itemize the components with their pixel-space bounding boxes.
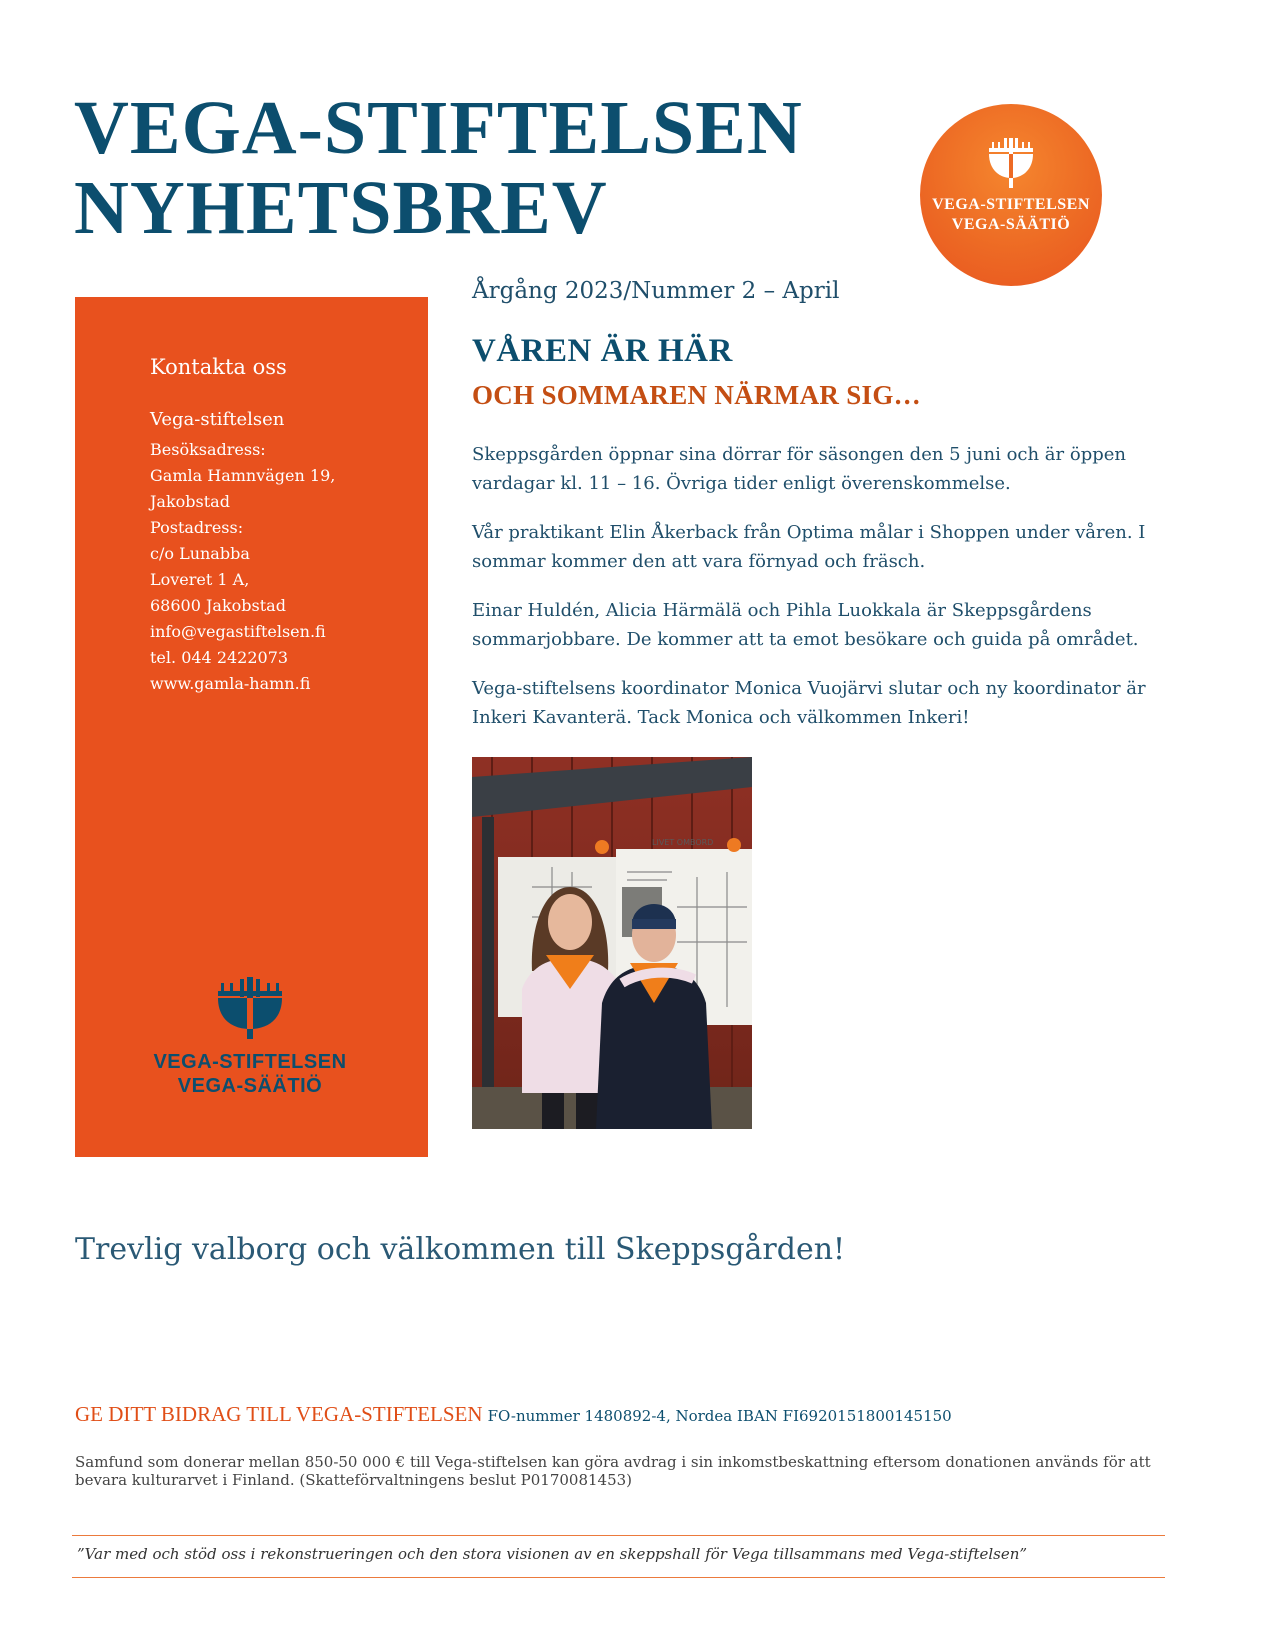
sidebar-logo-text-finnish: VEGA-SÄÄTIÖ: [177, 1075, 323, 1097]
article-photo: [472, 757, 752, 1129]
title-line-1: VEGA-STIFTELSEN: [74, 86, 803, 170]
address-label-postal: Postadress:: [150, 518, 244, 537]
website-link[interactable]: www.gamla-hamn.fi: [150, 674, 311, 693]
article-subheadline: OCH SOMMAREN NÄRMAR SIG…: [472, 380, 921, 410]
title-line-2: NYHETSBREV: [74, 166, 608, 250]
contact-org: Vega-stiftelsen: [150, 409, 285, 430]
article-paragraph: Einar Huldén, Alicia Härmälä och Pihla Luokkala är Skeppsgårdens sommarjobbare. De kommer att ta emot besökare och guida på området.: [472, 600, 1139, 650]
issue-info: Årgång 2023/Nummer 2 – April: [472, 278, 840, 304]
logo-text-finnish: VEGA-SÄÄTIÖ: [951, 216, 1071, 233]
address-line: c/o Lunabba: [150, 544, 250, 563]
photo-two-women-at-signboard: [472, 757, 752, 1129]
sign-title: LIVET OMBORD: [652, 838, 714, 847]
divider-bottom: [72, 1577, 1165, 1578]
phone-number: tel. 044 2422073: [150, 648, 289, 667]
logo-text-swedish: VEGA-STIFTELSEN: [932, 196, 1090, 213]
address-line: Loveret 1 A,: [150, 570, 250, 589]
ship-hull-icon: [210, 977, 290, 1041]
contact-heading: Kontakta oss: [150, 355, 287, 379]
tax-deduction-note: Samfund som donerar mellan 850-50 000 € till Vega-stiftelsen kan göra avdrag i sin inkomstbeskattning eftersom donationen används för att bevara kulturarvet i Finland. (Skatteförvaltningens beslut P0170081453): [75, 1453, 1151, 1489]
support-quote: ”Var med och stöd oss i rekonstrueringen och den stora visionen av en skeppshall för Vega tillsammans med Vega-stiftelsen”: [77, 1545, 1028, 1563]
closing-greeting: Trevlig valborg och välkommen till Skeppsgården!: [75, 1232, 846, 1267]
article-body: [472, 440, 1187, 752]
article-paragraph: Skeppsgården öppnar sina dörrar för säsongen den 5 juni och är öppen vardagar kl. 11 – 16. Övriga tider enligt överenskommelse.: [472, 444, 1126, 494]
vega-logo-badge: [920, 104, 1102, 286]
contact-sidebar: [75, 297, 428, 1157]
donation-account-details: FO-nummer 1480892-4, Nordea IBAN FI6920151800145150: [487, 1407, 952, 1425]
ship-hull-icon: [984, 136, 1038, 190]
newsletter-title: [74, 88, 803, 248]
address-line: Jakobstad: [150, 492, 230, 511]
address-label-visit: Besöksadress:: [150, 440, 266, 459]
sidebar-logo-text-swedish: VEGA-STIFTELSEN: [153, 1051, 347, 1073]
article-headline: VÅREN ÄR HÄR: [472, 333, 733, 369]
donation-heading: GE DITT BIDRAG TILL VEGA-STIFTELSEN: [75, 1402, 483, 1426]
contact-details: [150, 437, 335, 697]
article-paragraph: Vår praktikant Elin Åkerback från Optima målar i Shoppen under våren. I sommar kommer den att vara förnyad och fräsch.: [472, 522, 1146, 572]
donation-line: [75, 1402, 952, 1427]
article-paragraph: Vega-stiftelsens koordinator Monica Vuojärvi slutar och ny koordinator är Inkeri Kavanterä. Tack Monica och välkommen Inkeri!: [472, 678, 1146, 728]
address-line: 68600 Jakobstad: [150, 596, 286, 615]
address-line: Gamla Hamnvägen 19,: [150, 466, 336, 485]
divider-top: [72, 1535, 1165, 1536]
email-link[interactable]: info@vegastiftelsen.fi: [150, 622, 326, 641]
